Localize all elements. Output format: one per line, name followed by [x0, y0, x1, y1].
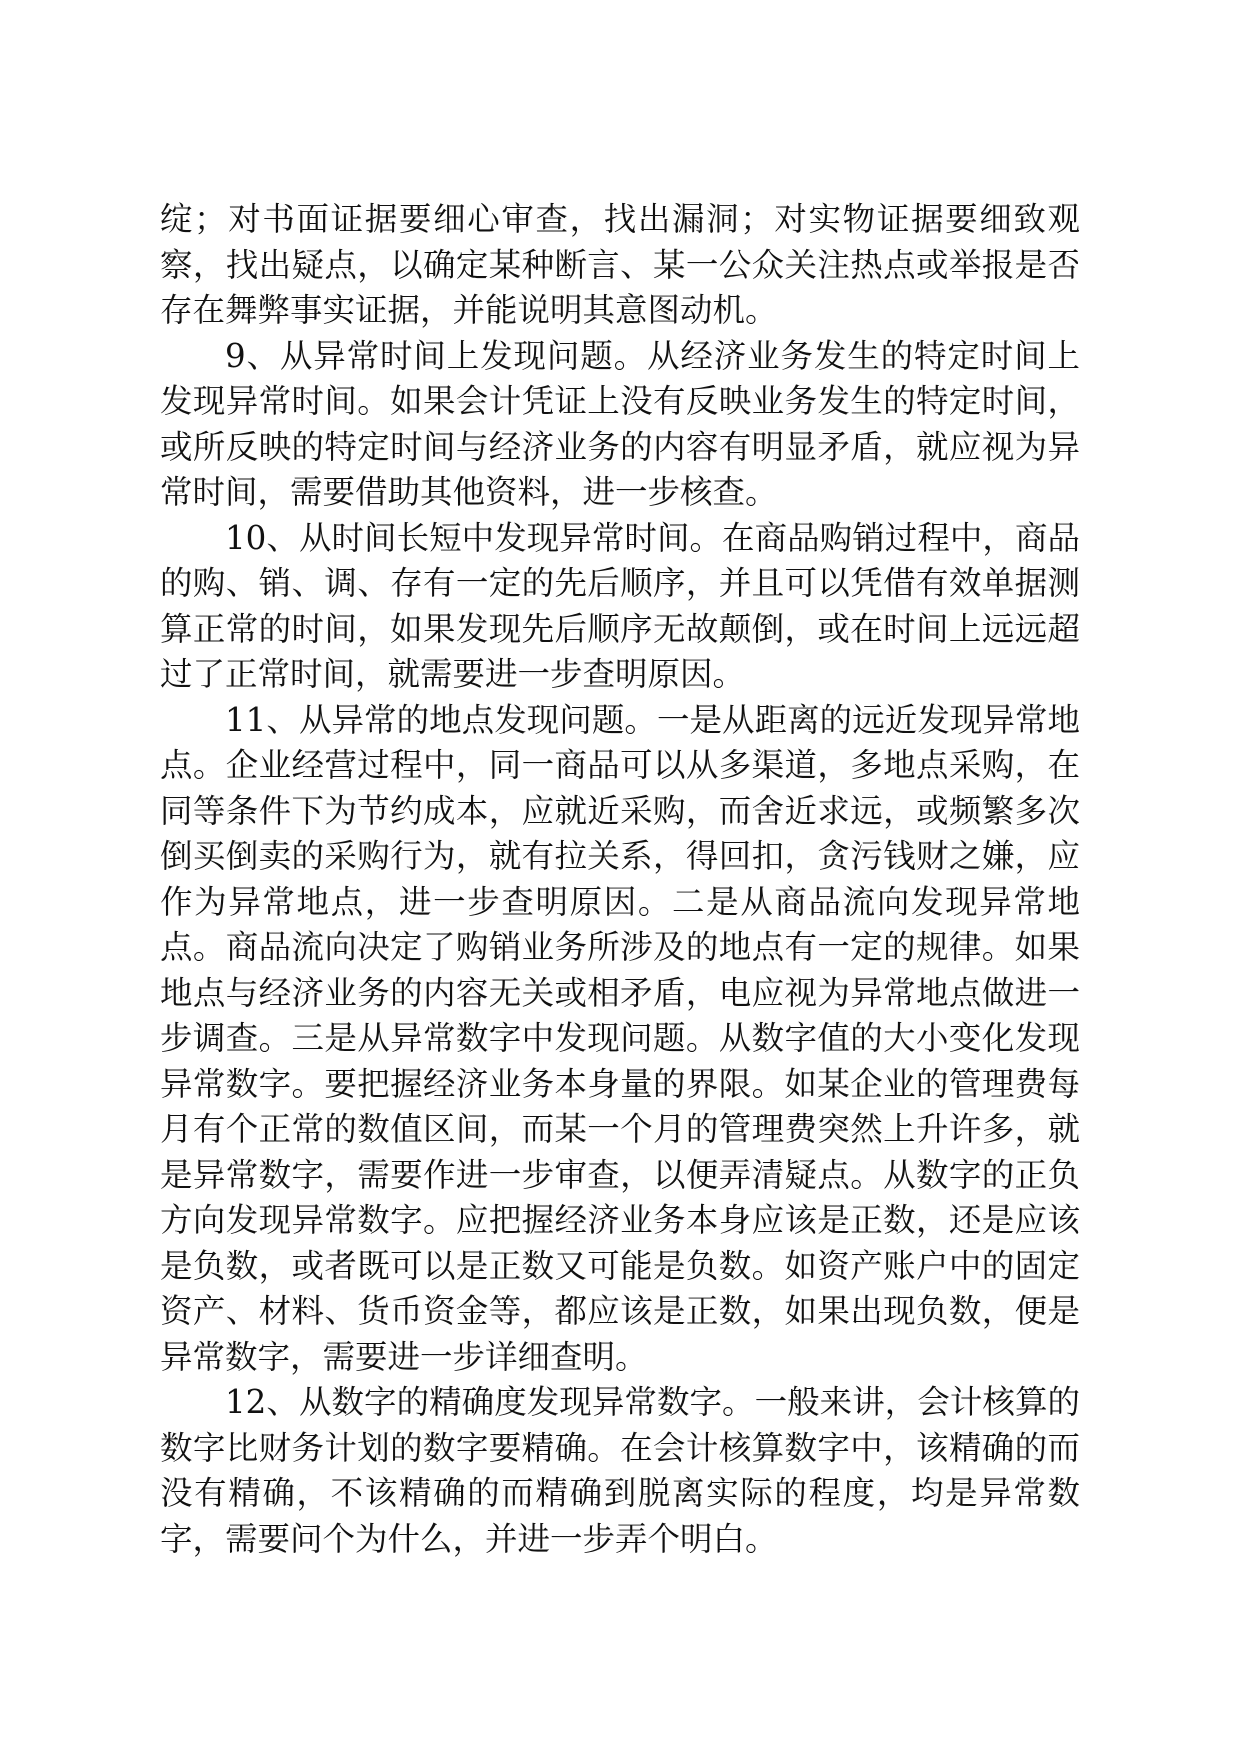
- paragraph-item-9: 9、从异常时间上发现问题。从经济业务发生的特定时间上发现异常时间。如果会计凭证上没有反映业务发生的特定时间，或所反映的特定时间与经济业务的内容有明显矛盾，就应视为异常时间，需要借助其他资料，进一步核查。: [160, 336, 1080, 511]
- paragraph-continuation: 绽；对书面证据要细心审查，找出漏洞；对实物证据要细致观察，找出疑点，以确定某种断言、某一公众关注热点或举报是否存在舞弊事实证据，并能说明其意图动机。: [160, 200, 1080, 329]
- document-body: [160, 197, 1080, 1562]
- paragraph-item-10: 10、从时间长短中发现异常时间。在商品购销过程中，商品的购、销、调、存有一定的先后顺序，并且可以凭借有效单据测算正常的时间，如果发现先后顺序无故颠倒，或在时间上远远超过了正常时间，就需要进一步查明原因。: [160, 518, 1080, 693]
- paragraph-item-12: 12、从数字的精确度发现异常数字。一般来讲，会计核算的数字比财务计划的数字要精确。在会计核算数字中，该精确的而没有精确，不该精确的而精确到脱离实际的程度，均是异常数字，需要问个为什么，并进一步弄个明白。: [160, 1383, 1080, 1558]
- paragraph-item-11: 11、从异常的地点发现问题。一是从距离的远近发现异常地点。企业经营过程中，同一商品可以从多渠道，多地点采购，在同等条件下为节约成本，应就近采购，而舍近求远，或频繁多次倒买倒卖的采购行为，就有拉关系，得回扣，贪污钱财之嫌，应作为异常地点，进一步查明原因。二是从商品流向发现异常地点。商品流向决定了购销业务所涉及的地点有一定的规律。如果地点与经济业务的内容无关或相矛盾，电应视为异常地点做进一步调查。三是从异常数字中发现问题。从数字值的大小变化发现异常数字。要把握经济业务本身量的界限。如某企业的管理费每月有个正常的数值区间，而某一个月的管理费突然上升许多，就是异常数字，需要作进一步审查，以便弄清疑点。从数字的正负方向发现异常数字。应把握经济业务本身应该是正数，还是应该是负数，或者既可以是正数又可能是负数。如资产账户中的固定资产、材料、货币资金等，都应该是正数，如果出现负数，便是异常数字，需要进一步详细查明。: [160, 700, 1080, 1376]
